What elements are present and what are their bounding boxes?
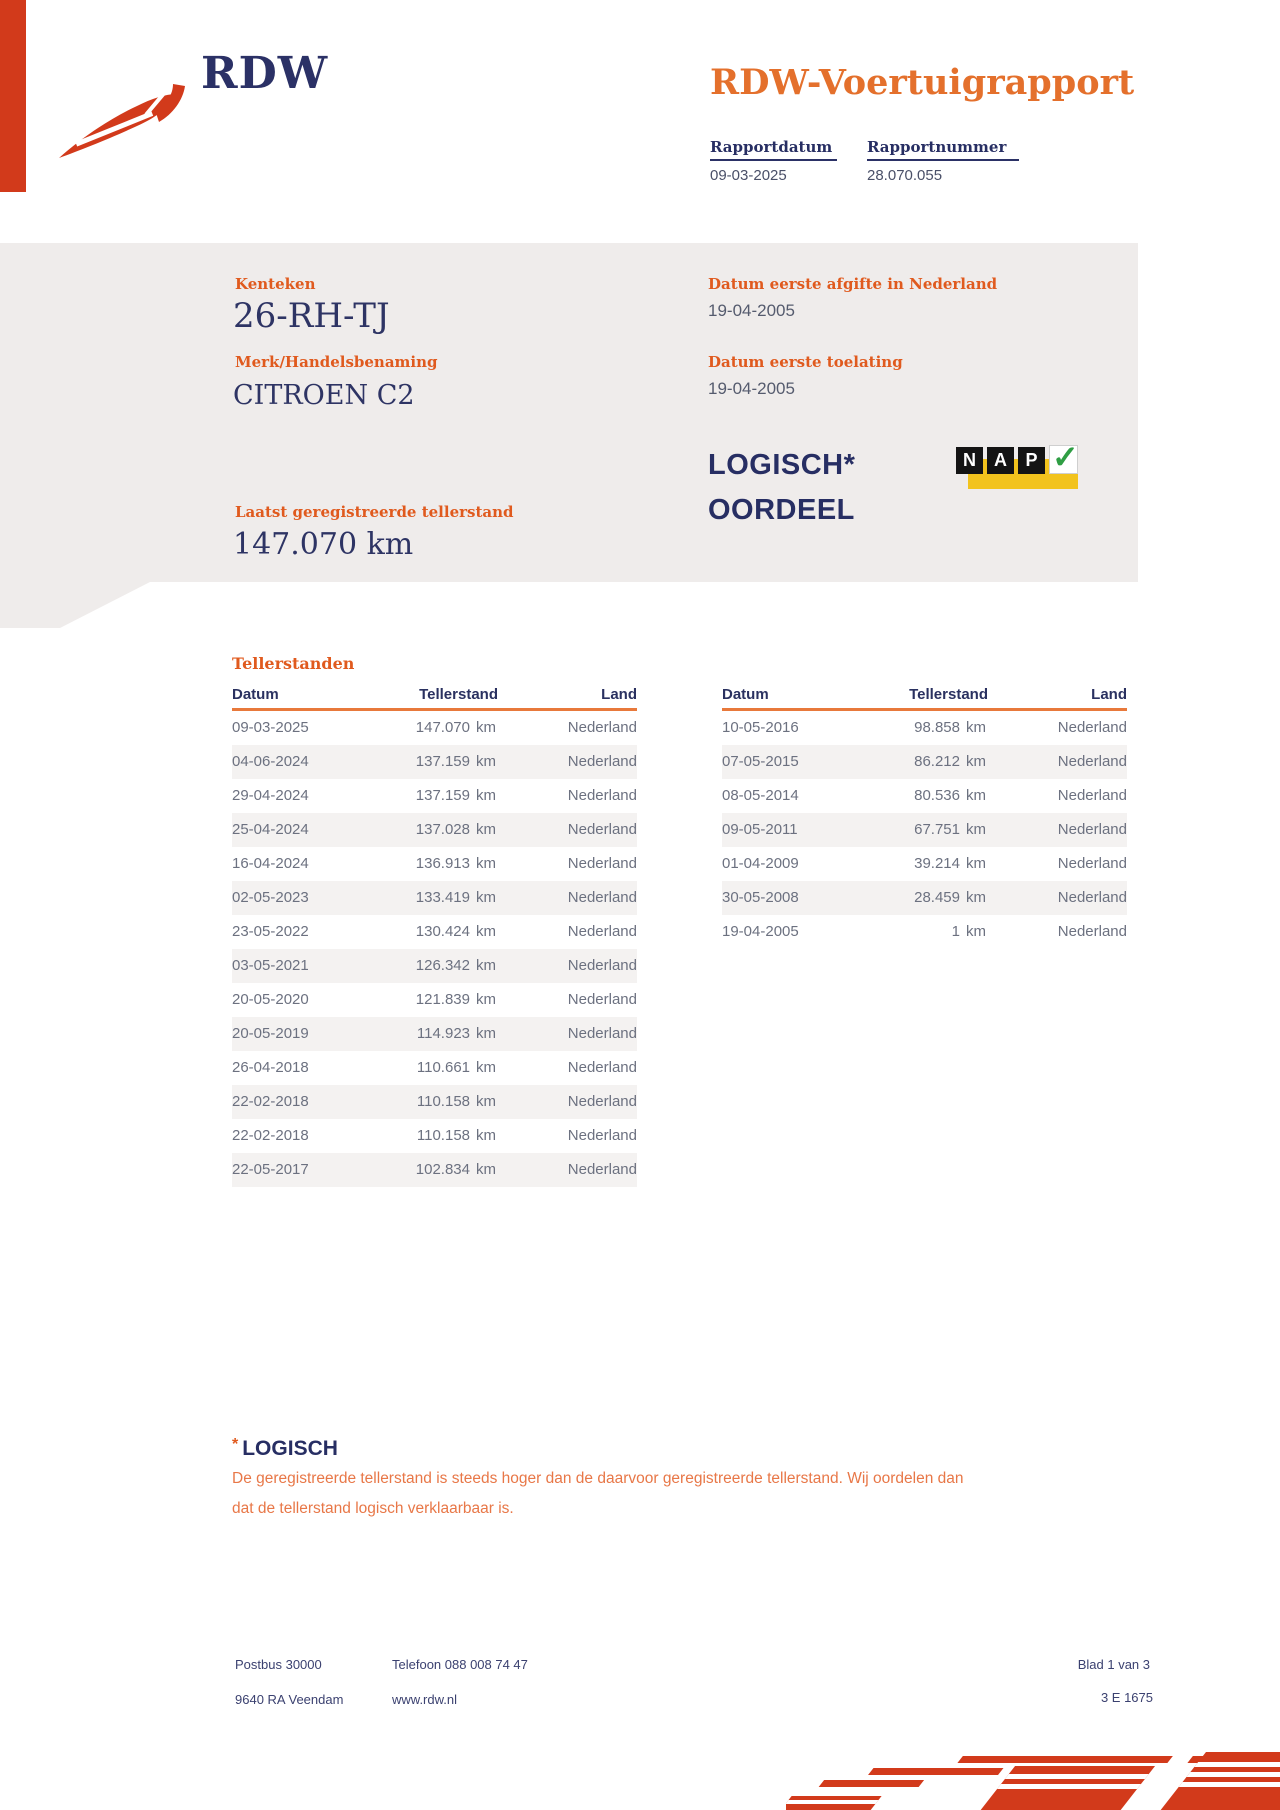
- cell-unit: km: [476, 821, 496, 838]
- cell-land: Nederland: [1057, 889, 1127, 906]
- table-body: [722, 711, 1127, 949]
- cell-land: Nederland: [1057, 923, 1127, 940]
- table-row: [722, 711, 1127, 745]
- cell-unit: km: [476, 1161, 496, 1178]
- cell-land: Nederland: [1057, 821, 1127, 838]
- summary-panel: [0, 243, 1138, 582]
- report-date-value: 09-03-2025: [710, 167, 787, 184]
- cell-land: Nederland: [567, 753, 637, 770]
- cell-land: Nederland: [1057, 787, 1127, 804]
- cell-unit: km: [966, 753, 986, 770]
- cell-date: 19-04-2005: [722, 923, 799, 940]
- report-number-value: 28.070.055: [867, 167, 943, 184]
- cell-km: 1: [951, 923, 960, 940]
- cell-land: Nederland: [567, 821, 637, 838]
- tellerstanden-title: Tellerstanden: [232, 654, 355, 673]
- cell-land: Nederland: [567, 957, 637, 974]
- odometer-table-left: [232, 686, 637, 1187]
- rdw-wing-logo-icon: [55, 80, 185, 160]
- cell-land: Nederland: [567, 923, 637, 940]
- cell-km: 147.070: [415, 719, 470, 736]
- cell-date: 01-04-2009: [722, 855, 799, 872]
- cell-unit: km: [476, 1025, 496, 1042]
- kenteken-value: 26-RH-TJ: [233, 296, 390, 336]
- cell-date: 02-05-2023: [232, 889, 309, 906]
- footer-address-line1: Postbus 30000: [235, 1657, 322, 1672]
- cell-date: 07-05-2015: [722, 753, 799, 770]
- header-land: Land: [1091, 686, 1127, 703]
- table-row: [232, 983, 637, 1017]
- cell-date: 22-02-2018: [232, 1093, 309, 1110]
- cell-land: Nederland: [567, 889, 637, 906]
- cell-land: Nederland: [567, 1059, 637, 1076]
- cell-km: 114.923: [416, 1025, 470, 1042]
- table-row: [722, 813, 1127, 847]
- nap-badge: [956, 439, 1080, 493]
- cell-unit: km: [966, 719, 986, 736]
- cell-date: 03-05-2021: [232, 957, 309, 974]
- cell-km: 110.158: [416, 1127, 470, 1144]
- cell-km: 67.751: [914, 821, 960, 838]
- footer-page-number: Blad 1 van 3: [1077, 1657, 1150, 1672]
- summary-panel-corner: [0, 582, 150, 628]
- report-date-label: Rapportdatum: [710, 138, 837, 161]
- table-row: [232, 779, 637, 813]
- cell-land: Nederland: [567, 855, 637, 872]
- nap-check-icon: ✓: [1052, 439, 1079, 475]
- cell-date: 25-04-2024: [232, 821, 309, 838]
- table-row: [722, 847, 1127, 881]
- cell-km: 126.342: [415, 957, 470, 974]
- note-title: LOGISCH: [242, 1437, 338, 1460]
- cell-land: Nederland: [1057, 719, 1127, 736]
- cell-unit: km: [966, 855, 986, 872]
- cell-unit: km: [476, 1059, 496, 1076]
- cell-km: 110.661: [416, 1059, 470, 1076]
- cell-unit: km: [476, 1093, 496, 1110]
- header-land: Land: [601, 686, 637, 703]
- page-title: RDW-Voertuigrapport: [710, 62, 1135, 103]
- header-datum: Datum: [232, 686, 279, 703]
- cell-km: 102.834: [415, 1161, 470, 1178]
- cell-km: 28.459: [914, 889, 960, 906]
- table-row: [722, 779, 1127, 813]
- cell-unit: km: [476, 957, 496, 974]
- cell-unit: km: [476, 753, 496, 770]
- cell-land: Nederland: [567, 719, 637, 736]
- odometer-table-right: [722, 686, 1127, 949]
- cell-land: Nederland: [567, 1127, 637, 1144]
- table-row: [722, 915, 1127, 949]
- cell-land: Nederland: [567, 1093, 637, 1110]
- cell-date: 10-05-2016: [722, 719, 799, 736]
- bottom-right-wing-graphic: [786, 1752, 1280, 1810]
- nap-letter-a: A: [987, 447, 1014, 474]
- cell-km: 133.419: [415, 889, 470, 906]
- note-asterisk: *: [232, 1436, 239, 1453]
- header-tellerstand: Tellerstand: [419, 686, 498, 703]
- nap-letter-n: N: [956, 447, 983, 474]
- cell-km: 80.536: [914, 787, 960, 804]
- cell-km: 137.159: [415, 753, 470, 770]
- cell-km: 86.212: [914, 753, 960, 770]
- note-text-line1: De geregistreerde tellerstand is steeds hoger dan de daarvoor geregistreerde tellerstand. Wij oordelen dan: [232, 1470, 964, 1487]
- afgifte-label: Datum eerste afgifte in Nederland: [708, 275, 998, 293]
- cell-date: 22-02-2018: [232, 1127, 309, 1144]
- cell-date: 29-04-2024: [232, 787, 309, 804]
- cell-land: Nederland: [1057, 855, 1127, 872]
- table-row: [722, 881, 1127, 915]
- table-row: [232, 1119, 637, 1153]
- table-row: [722, 745, 1127, 779]
- toelating-value: 19-04-2005: [708, 379, 795, 398]
- cell-unit: km: [476, 991, 496, 1008]
- tellerstand-label: Laatst geregistreerde tellerstand: [235, 503, 514, 521]
- nap-letter-p: P: [1018, 447, 1045, 474]
- cell-date: 26-04-2018: [232, 1059, 309, 1076]
- footer-phone: Telefoon 088 008 74 47: [392, 1657, 528, 1672]
- cell-km: 136.913: [415, 855, 470, 872]
- table-row: [232, 847, 637, 881]
- cell-land: Nederland: [567, 1025, 637, 1042]
- footer-website-link[interactable]: www.rdw.nl: [392, 1692, 458, 1707]
- toelating-label: Datum eerste toelating: [708, 353, 903, 371]
- cell-unit: km: [476, 889, 496, 906]
- cell-date: 22-05-2017: [232, 1161, 309, 1178]
- merk-value: CITROEN C2: [233, 380, 415, 411]
- cell-unit: km: [476, 855, 496, 872]
- cell-date: 09-03-2025: [232, 719, 309, 736]
- oordeel-line2: OORDEEL: [708, 494, 855, 526]
- table-header: [232, 686, 637, 711]
- cell-land: Nederland: [567, 991, 637, 1008]
- table-row: [232, 1051, 637, 1085]
- header-tellerstand: Tellerstand: [909, 686, 988, 703]
- cell-km: 39.214: [914, 855, 960, 872]
- cell-unit: km: [476, 1127, 496, 1144]
- cell-unit: km: [966, 923, 986, 940]
- table-row: [232, 1017, 637, 1051]
- cell-unit: km: [476, 923, 496, 940]
- nap-check-tile: [1049, 439, 1079, 475]
- cell-km: 137.159: [415, 787, 470, 804]
- cell-date: 04-06-2024: [232, 753, 309, 770]
- cell-unit: km: [966, 787, 986, 804]
- cell-unit: km: [966, 821, 986, 838]
- tellerstand-value: 147.070 km: [233, 527, 414, 562]
- cell-unit: km: [966, 889, 986, 906]
- table-row: [232, 711, 637, 745]
- cell-km: 137.028: [415, 821, 470, 838]
- rdw-logo-text: RDW: [201, 48, 329, 99]
- cell-unit: km: [476, 719, 496, 736]
- cell-land: Nederland: [567, 1161, 637, 1178]
- cell-land: Nederland: [567, 787, 637, 804]
- note-heading: [232, 1436, 338, 1461]
- note-text-line2: dat de tellerstand logisch verklaarbaar is.: [232, 1500, 514, 1517]
- table-header: [722, 686, 1127, 711]
- report-number-label: Rapportnummer: [867, 138, 1019, 161]
- cell-date: 20-05-2019: [232, 1025, 309, 1042]
- report-meta: [710, 138, 1019, 184]
- cell-date: 23-05-2022: [232, 923, 309, 940]
- cell-date: 30-05-2008: [722, 889, 799, 906]
- table-row: [232, 745, 637, 779]
- merk-label: Merk/Handelsbenaming: [235, 353, 438, 371]
- cell-date: 08-05-2014: [722, 787, 799, 804]
- table-row: [232, 1153, 637, 1187]
- cell-land: Nederland: [1057, 753, 1127, 770]
- cell-date: 16-04-2024: [232, 855, 309, 872]
- table-row: [232, 1085, 637, 1119]
- table-row: [232, 915, 637, 949]
- table-body: [232, 711, 637, 1187]
- cell-km: 98.858: [914, 719, 960, 736]
- cell-date: 09-05-2011: [722, 821, 798, 838]
- table-row: [232, 813, 637, 847]
- header-datum: Datum: [722, 686, 769, 703]
- kenteken-label: Kenteken: [235, 275, 316, 293]
- afgifte-value: 19-04-2005: [708, 301, 795, 320]
- cell-unit: km: [476, 787, 496, 804]
- footer-form-code: 3 E 1675: [1100, 1690, 1153, 1705]
- left-edge-accent-bar: [0, 0, 26, 192]
- cell-date: 20-05-2020: [232, 991, 309, 1008]
- table-row: [232, 881, 637, 915]
- oordeel-line1: LOGISCH*: [708, 449, 856, 481]
- cell-km: 121.839: [415, 991, 470, 1008]
- footer-address-line2: 9640 RA Veendam: [235, 1692, 344, 1707]
- table-row: [232, 949, 637, 983]
- cell-km: 130.424: [415, 923, 470, 940]
- cell-km: 110.158: [416, 1093, 470, 1110]
